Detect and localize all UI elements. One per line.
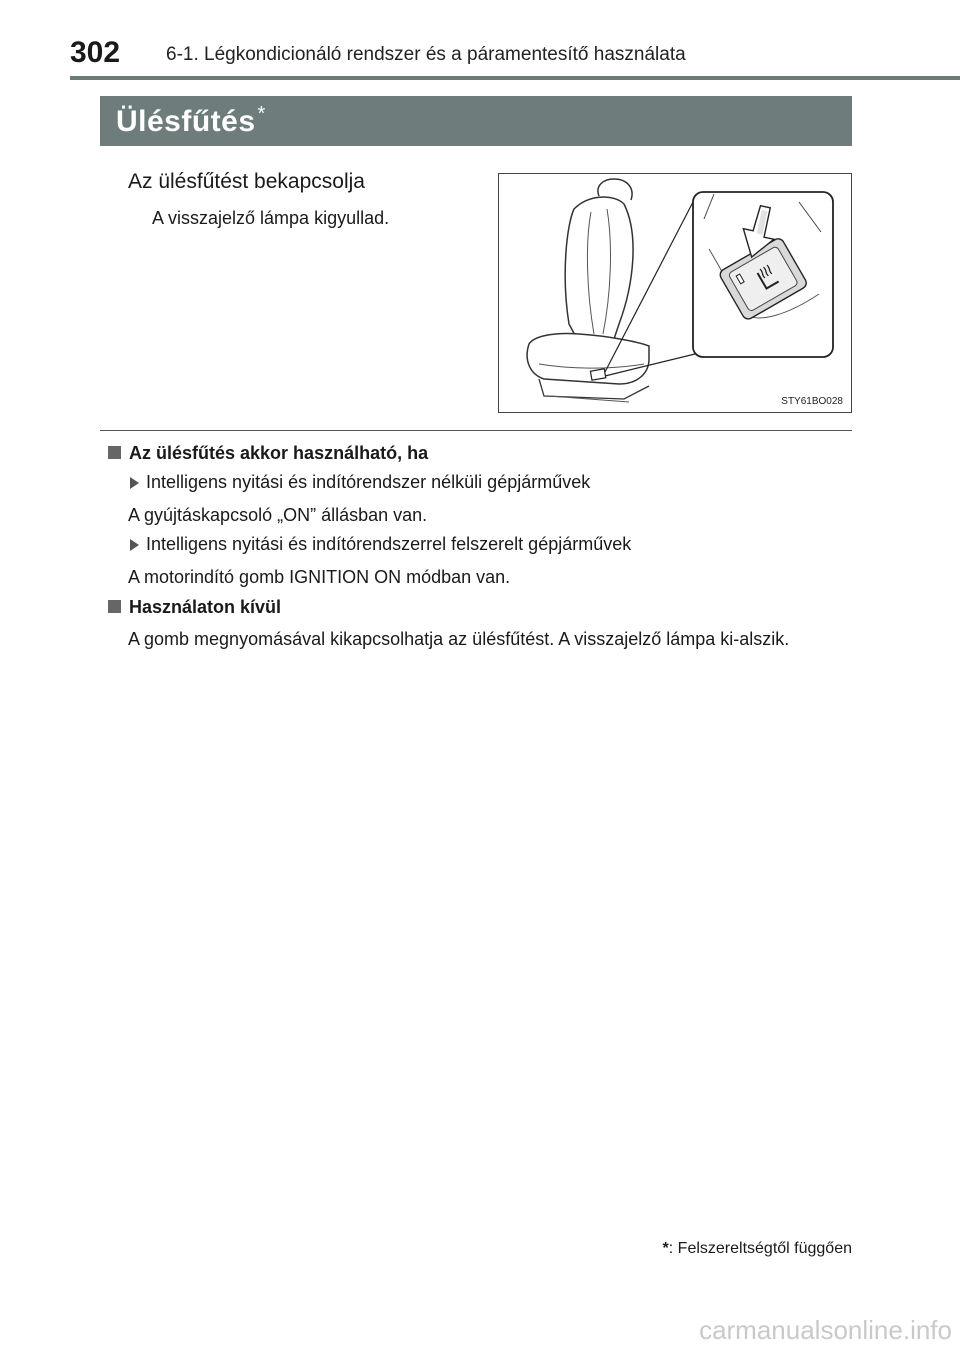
section-title-text: Ülésfűtés <box>116 105 256 138</box>
seat-backrest-icon <box>565 197 633 354</box>
condition-text-2: A motorindító gomb IGNITION ON módban van. <box>128 567 511 587</box>
figure-code: STY61BO028 <box>781 396 843 407</box>
triangle-bullet-icon <box>130 477 139 489</box>
off-text: A gomb megnyomásával kikapcsolhatja az ülésfűtést. A visszajelző lámpa ki-alszik. <box>128 629 790 649</box>
condition-label-2-text: Intelligens nyitási és indítórendszerrel felszerelt gépjárművek <box>146 534 632 554</box>
seat-cushion-icon <box>527 333 649 384</box>
section-star: * <box>257 103 266 125</box>
off-heading <box>108 597 281 618</box>
section-title <box>116 103 266 139</box>
watermark: carmanualsonline.info <box>699 1315 952 1345</box>
seat-heater-illustration <box>499 174 851 412</box>
off-heading-text: Használaton kívül <box>129 597 282 617</box>
step-instruction: Az ülésfűtést bekapcsolja <box>128 170 365 193</box>
step-result: A visszajelző lámpa kigyullad. <box>152 208 390 228</box>
header-rule <box>70 76 960 80</box>
footnote-star: * <box>662 1240 669 1257</box>
divider <box>100 430 852 431</box>
page-number: 302 <box>70 36 121 69</box>
condition-text-1: A gyújtáskapcsoló „ON” állásban van. <box>128 505 428 525</box>
conditions-heading-text: Az ülésfűtés akkor használható, ha <box>129 443 429 463</box>
condition-label-1-text: Intelligens nyitási és indítórendszer nélküli gépjárművek <box>146 472 591 492</box>
condition-label-1 <box>130 472 590 493</box>
condition-label-2 <box>130 534 631 555</box>
side-switch-icon <box>590 369 605 380</box>
seat-heater-figure <box>498 173 852 413</box>
footnote-text: : Felszereltségtől függően <box>668 1240 852 1257</box>
section-banner <box>100 96 852 146</box>
square-bullet-icon <box>108 600 121 613</box>
chapter-title: 6-1. Légkondicionáló rendszer és a páramentesítő használata <box>166 44 686 65</box>
footnote <box>663 1240 852 1258</box>
square-bullet-icon <box>108 446 121 459</box>
conditions-heading <box>108 443 428 464</box>
triangle-bullet-icon <box>130 539 139 551</box>
